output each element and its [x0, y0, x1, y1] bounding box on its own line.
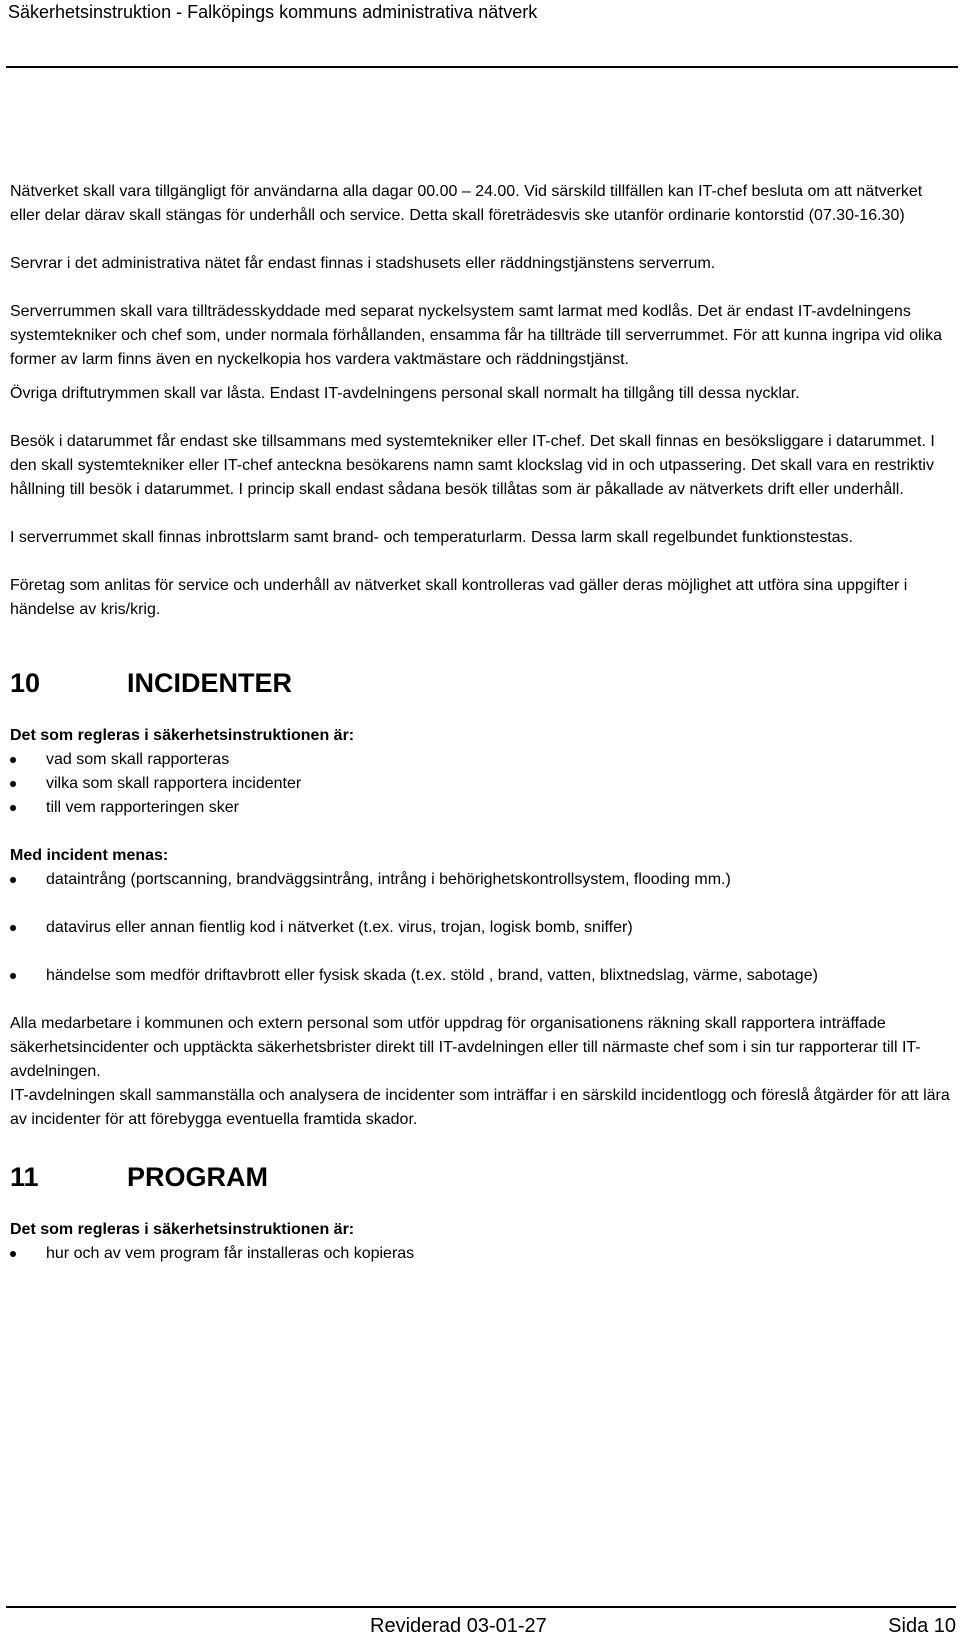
list-item: till vem rapporteringen sker	[10, 796, 950, 820]
bullet-icon	[10, 781, 16, 787]
paragraph-contractors: Företag som anlitas för service och underhåll av nätverket skall kontrolleras vad gäller deras möjlighet att utföra sina uppgifter i händelse av kris/krig.	[10, 577, 908, 618]
list-item: hur och av vem program får installeras och kopieras	[10, 1242, 950, 1266]
bullet-icon	[10, 925, 16, 931]
paragraph-availability: Nätverket skall vara tillgängligt för användarna alla dagar 00.00 – 24.00. Vid särskild tillfällen kan IT-chef besluta om att nätverket eller delar därav skall stängas för underhåll och service. Detta skall företrädesvis ske utanför ordinarie kontorstid (07.30-16.30)	[10, 183, 923, 224]
paragraph-server-rooms: Serverrummen skall vara tillträdesskyddade med separat nyckelsystem samt larmat med kodlås. Det är endast IT-avdelningens systemtekniker och chef som, under normala förhållanden, ensamma får ha tillträde till serverrummet. För att kunna ingripa vid olika former av larm finns även en nyckelkopia hos vardera vaktmästare och räddningstjänst.	[10, 303, 942, 368]
list-item: vad som skall rapporteras	[10, 748, 950, 772]
list-item: datavirus eller annan fientlig kod i nätverket (t.ex. virus, trojan, logisk bomb, sniffer)	[10, 916, 950, 940]
section-title: PROGRAM	[127, 1162, 268, 1192]
section-heading-incidents	[10, 666, 950, 700]
page-footer	[6, 1606, 956, 1642]
list-item: dataintrång (portscanning, brandväggsintrång, intrång i behörighetskontrollsystem, flooding mm.)	[10, 868, 950, 892]
bullet-list-regulated	[10, 748, 950, 820]
section-number: 10	[10, 668, 41, 698]
header-title: Säkerhetsinstruktion - Falköpings kommuns administrativa nätverk	[8, 2, 538, 22]
paragraph-other-rooms: Övriga driftutrymmen skall var låsta. Endast IT-avdelningens personal skall normalt ha tillgång till dessa nycklar.	[10, 385, 800, 402]
paragraph-visits: Besök i datarummet får endast ske tillsammans med systemtekniker eller IT-chef. Det skall finnas en besöksliggare i datarummet. I den skall systemtekniker eller IT-chef anteckna besökarens namn samt klockslag vid in och utpassering. Det skall vara en restriktiv hållning till besök i datarummet. I princip skall endast sådana besök tillåtas som är påkallade av nätverkets drift eller underhåll.	[10, 433, 935, 498]
bullet-list-program	[10, 1242, 950, 1266]
section-title: INCIDENTER	[127, 668, 293, 698]
section-heading-program	[10, 1160, 950, 1194]
paragraph-reporting: Alla medarbetare i kommunen och extern personal som utför uppdrag för organisationens räkning skall rapportera inträffade säkerhetsincidenter och upptäckta säkerhetsbrister direkt till IT-avdelningen eller till närmaste chef som i sin tur rapporterar till IT-avdelningen.	[10, 1015, 921, 1080]
bullet-icon	[10, 757, 16, 763]
header-rule	[6, 66, 958, 68]
list-item: vilka som skall rapportera incidenter	[10, 772, 950, 796]
bullet-icon	[10, 973, 16, 979]
paragraph-servers: Servrar i det administrativa nätet får endast finnas i stadshusets eller räddningstjänstens serverrum.	[10, 255, 716, 272]
bullet-list-incidents	[10, 868, 950, 988]
section-number: 11	[10, 1162, 39, 1192]
list-item: händelse som medför driftavbrott eller fysisk skada (t.ex. stöld , brand, vatten, blixtnedslag, värme, sabotage)	[10, 964, 950, 988]
paragraph-alarms: I serverrummet skall finnas inbrottslarm samt brand- och temperaturlarm. Dessa larm skall regelbundet funktionstestas.	[10, 529, 853, 546]
bullet-icon	[10, 1251, 16, 1257]
document-body	[10, 180, 950, 1266]
subheading-regulated: Det som regleras i säkerhetsinstruktionen är:	[10, 727, 355, 744]
page-number: Sida 10	[888, 1615, 956, 1637]
revision-date: Reviderad 03-01-27	[370, 1615, 547, 1637]
bullet-icon	[10, 805, 16, 811]
bullet-icon	[10, 877, 16, 883]
subheading-regulated: Det som regleras i säkerhetsinstruktionen är:	[10, 1221, 355, 1238]
subheading-incident-definition: Med incident menas:	[10, 847, 169, 864]
paragraph-incident-log: IT-avdelningen skall sammanställa och analysera de incidenter som inträffar i en särskild incidentlogg och föreslå åtgärder för att lära av incidenter för att förebygga eventuella framtida skador.	[10, 1087, 950, 1128]
